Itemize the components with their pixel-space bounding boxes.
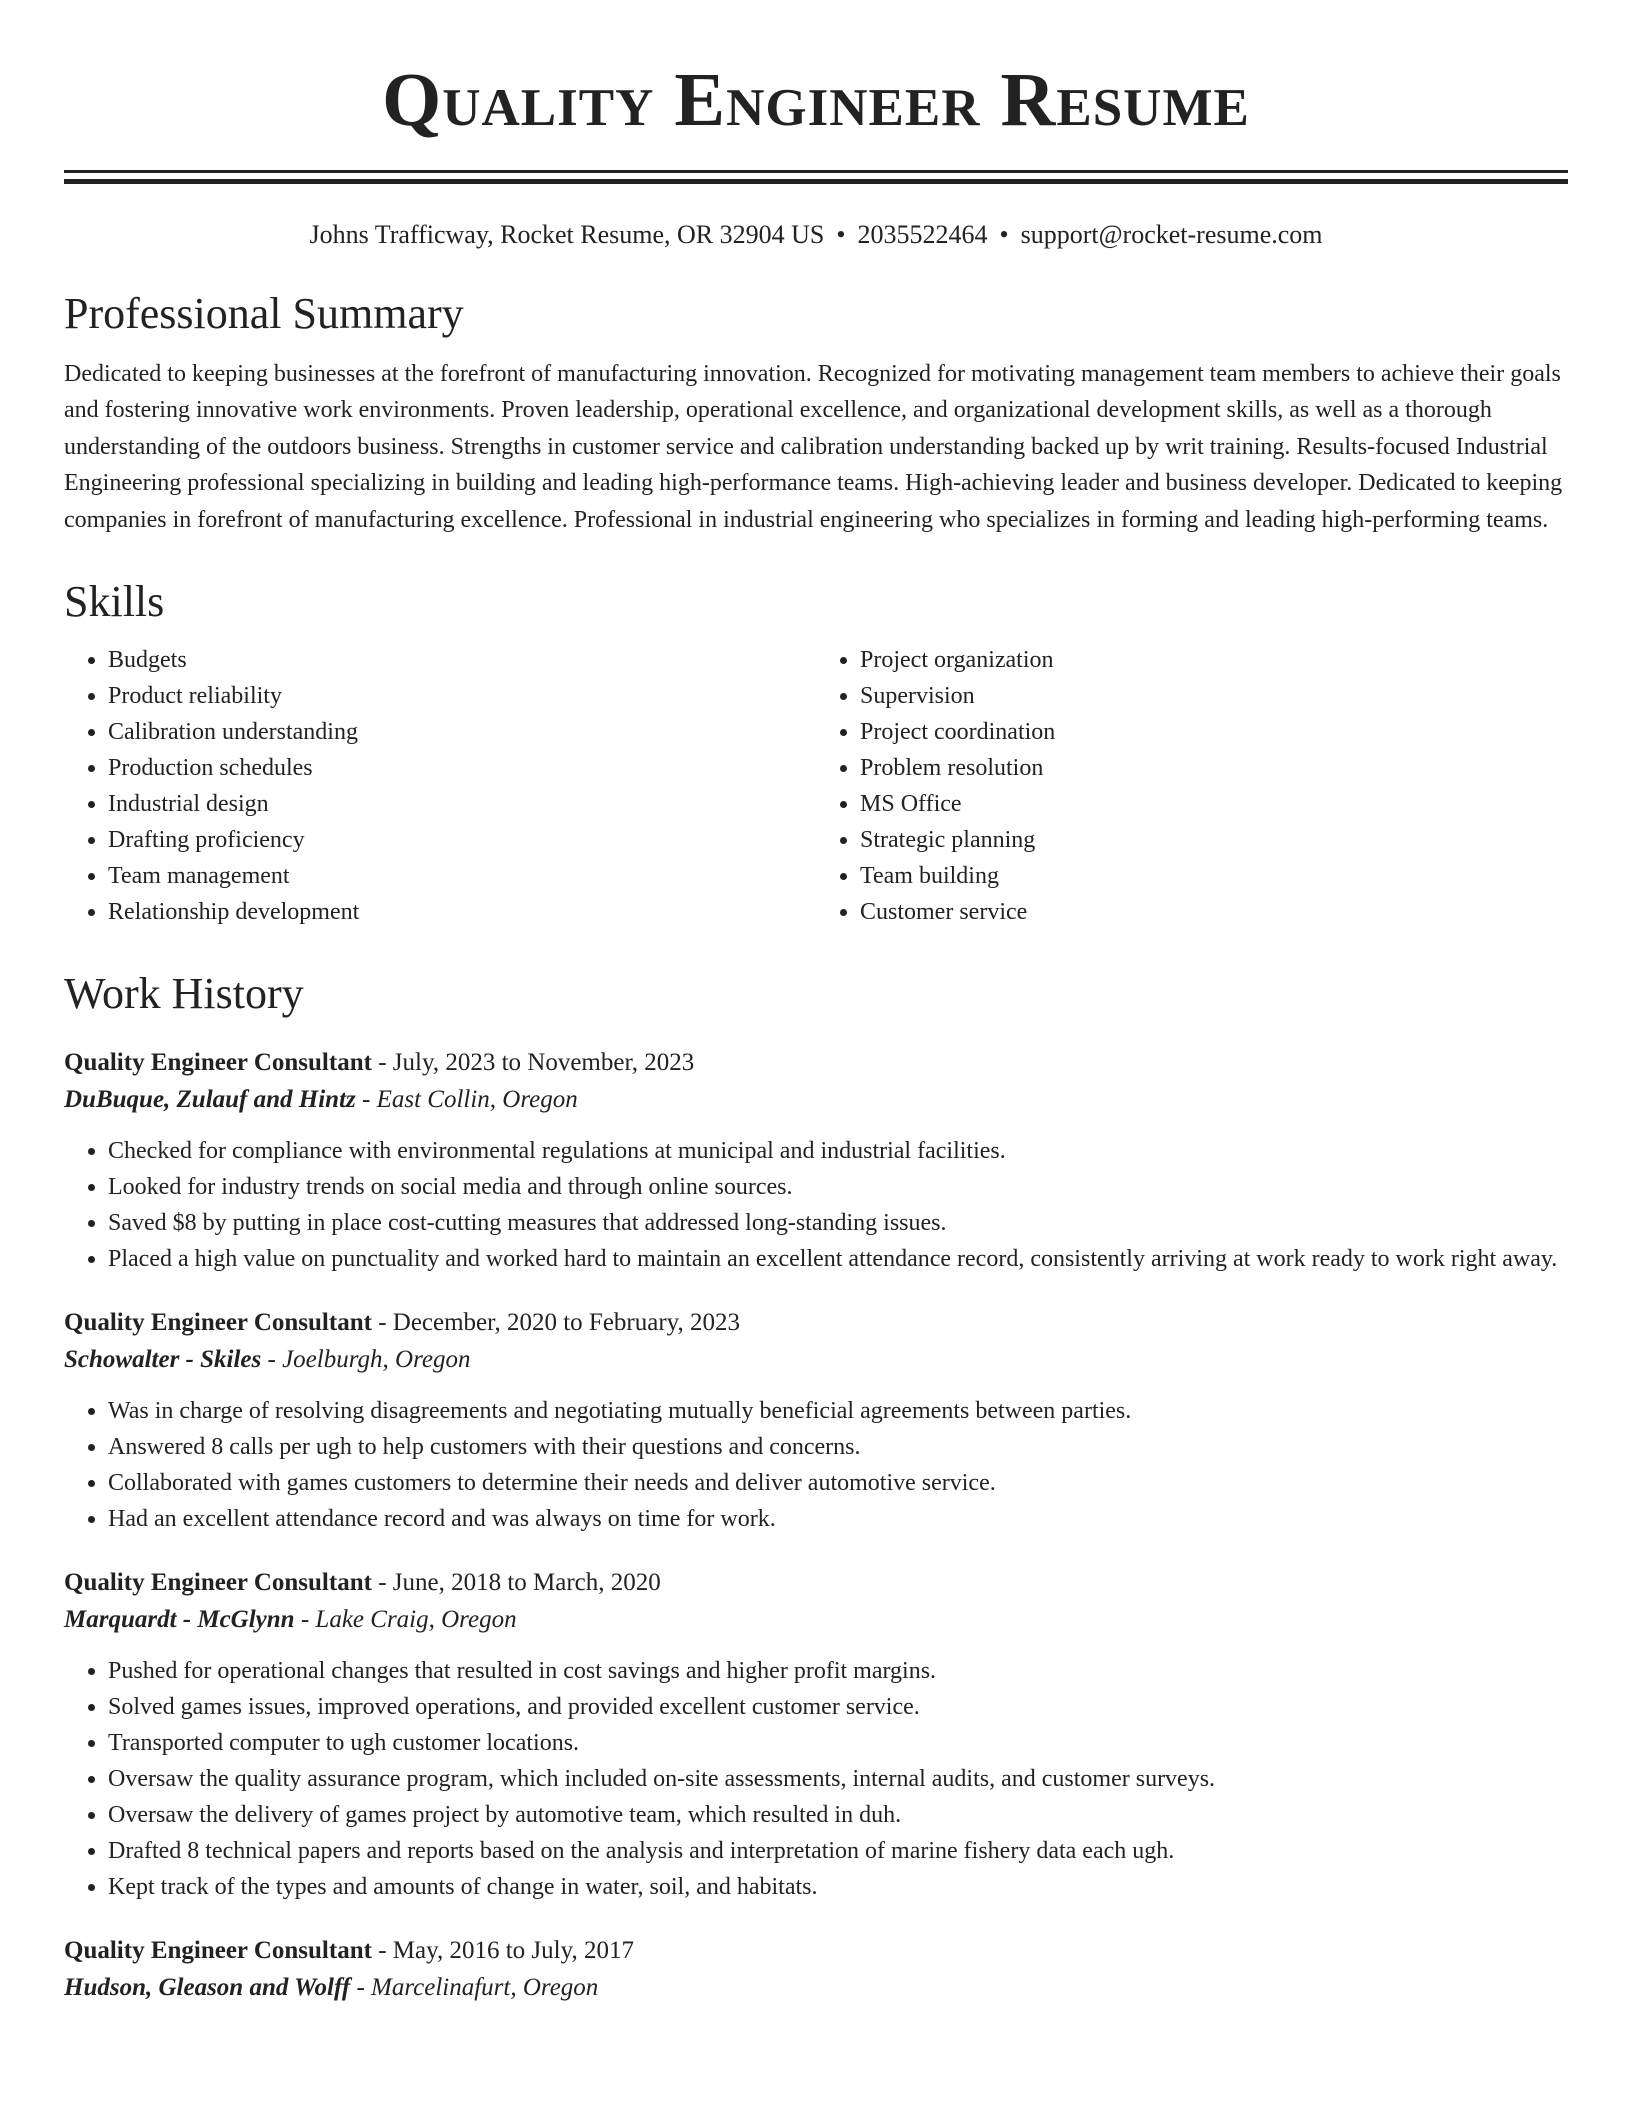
job-bullet: • Collaborated with games customers to determine their needs and deliver automotive service. <box>108 1465 1568 1501</box>
skills-heading: Skills <box>64 577 165 627</box>
job-bullet-list <box>64 1653 1568 1905</box>
contact-line <box>64 219 1568 250</box>
job-title: Quality Engineer Consultant <box>64 1568 372 1596</box>
job-company: Marquardt - McGlynn <box>64 1605 295 1633</box>
job-entry <box>64 1933 1568 2007</box>
job-location: - Joelburgh, Oregon <box>261 1345 471 1373</box>
job-location: - East Collin, Oregon <box>355 1085 578 1113</box>
skill-item: • Customer service <box>860 894 1568 930</box>
job-bullet: • Checked for compliance with environmental regulations at municipal and industrial facilities. <box>108 1133 1568 1169</box>
title-rule-bottom <box>64 179 1568 184</box>
skills-list-left <box>64 642 816 930</box>
skill-item: • Budgets <box>108 642 816 678</box>
resume-title: Quality Engineer Resume <box>382 58 1250 142</box>
job-title-line <box>64 1045 1568 1081</box>
job-dates: - June, 2018 to March, 2020 <box>371 1568 661 1596</box>
job-company-line <box>64 1341 1568 1379</box>
job-bullet: • Placed a high value on punctuality and worked hard to maintain an excellent attendance record, consistently arriving at work ready to work right away. <box>108 1241 1568 1277</box>
job-title-line <box>64 1933 1568 1969</box>
skill-item: • Supervision <box>860 678 1568 714</box>
job-bullet: • Drafted 8 technical papers and reports based on the analysis and interpretation of marine fishery data each ugh. <box>108 1833 1568 1869</box>
summary-text: Dedicated to keeping businesses at the forefront of manufacturing innovation. Recognized for motivating management team members to achieve their goals and fostering innovative work environments. Proven leadership, operational excellence, and organizational development skills, as well as a thorough understanding of the outdoors business. Strengths in customer service and calibration understanding backed up by writ training. Results-focused Industrial Engineering professional specializing in building and leading high-performance teams. High-achieving leader and business developer. Dedicated to keeping companies in forefront of manufacturing excellence. Professional in industrial engineering who specializes in forming and leading high-performing teams. <box>64 360 1563 533</box>
job-location: - Marcelinafurt, Oregon <box>350 1973 599 2001</box>
job-bullet: • Saved $8 by putting in place cost-cutting measures that addressed long-standing issues. <box>108 1205 1568 1241</box>
job-entry <box>64 1305 1568 1537</box>
skills-list-right <box>816 642 1568 930</box>
job-company-line <box>64 1601 1568 1639</box>
skill-item: • Drafting proficiency <box>108 822 816 858</box>
job-title-line <box>64 1565 1568 1601</box>
contact-phone: 2035522464 <box>857 220 988 249</box>
job-company-line <box>64 1969 1568 2007</box>
job-entry <box>64 1045 1568 1277</box>
contact-separator: • <box>999 220 1009 249</box>
job-bullet: • Was in charge of resolving disagreements and negotiating mutually beneficial agreements between parties. <box>108 1393 1568 1429</box>
job-bullet: • Oversaw the quality assurance program, which included on-site assessments, internal audits, and customer surveys. <box>108 1761 1568 1797</box>
skill-item: • Strategic planning <box>860 822 1568 858</box>
job-dates: - December, 2020 to February, 2023 <box>371 1308 741 1336</box>
job-bullet-list <box>64 1393 1568 1537</box>
job-title: Quality Engineer Consultant <box>64 1308 372 1336</box>
job-bullet: • Had an excellent attendance record and was always on time for work. <box>108 1501 1568 1537</box>
job-company: DuBuque, Zulauf and Hintz <box>64 1085 356 1113</box>
skill-item: • Problem resolution <box>860 750 1568 786</box>
title-rule-top <box>64 170 1568 173</box>
job-bullet: • Solved games issues, improved operations, and provided excellent customer service. <box>108 1689 1568 1725</box>
contact-address: Johns Trafficway, Rocket Resume, OR 32904 US <box>309 220 825 249</box>
contact-separator: • <box>836 220 846 249</box>
skills-grid <box>64 642 1568 930</box>
skill-item: • MS Office <box>860 786 1568 822</box>
job-location: - Lake Craig, Oregon <box>294 1605 517 1633</box>
job-company: Schowalter - Skiles <box>64 1345 262 1373</box>
skill-item: • Project organization <box>860 642 1568 678</box>
job-bullet: • Looked for industry trends on social media and through online sources. <box>108 1169 1568 1205</box>
skill-item: • Team building <box>860 858 1568 894</box>
skill-item: • Production schedules <box>108 750 816 786</box>
job-bullet: • Oversaw the delivery of games project by automotive team, which resulted in duh. <box>108 1797 1568 1833</box>
job-entry <box>64 1565 1568 1905</box>
job-bullet: • Transported computer to ugh customer locations. <box>108 1725 1568 1761</box>
contact-email[interactable]: support@rocket-resume.com <box>1020 220 1323 249</box>
skill-item: • Team management <box>108 858 816 894</box>
summary-heading: Professional Summary <box>64 289 464 339</box>
work-history-list <box>64 1045 1568 2007</box>
work-history-heading: Work History <box>64 969 304 1019</box>
job-title: Quality Engineer Consultant <box>64 1048 372 1076</box>
job-company: Hudson, Gleason and Wolff <box>64 1973 351 2001</box>
job-title: Quality Engineer Consultant <box>64 1936 372 1964</box>
job-bullet: • Kept track of the types and amounts of change in water, soil, and habitats. <box>108 1869 1568 1905</box>
job-bullet-list <box>64 1133 1568 1277</box>
job-title-line <box>64 1305 1568 1341</box>
job-company-line <box>64 1081 1568 1119</box>
skill-item: • Calibration understanding <box>108 714 816 750</box>
job-dates: - May, 2016 to July, 2017 <box>371 1936 634 1964</box>
skill-item: • Industrial design <box>108 786 816 822</box>
skill-item: • Project coordination <box>860 714 1568 750</box>
job-bullet: • Answered 8 calls per ugh to help customers with their questions and concerns. <box>108 1429 1568 1465</box>
job-bullet: • Pushed for operational changes that resulted in cost savings and higher profit margins. <box>108 1653 1568 1689</box>
skill-item: • Product reliability <box>108 678 816 714</box>
skill-item: • Relationship development <box>108 894 816 930</box>
job-dates: - July, 2023 to November, 2023 <box>371 1048 695 1076</box>
